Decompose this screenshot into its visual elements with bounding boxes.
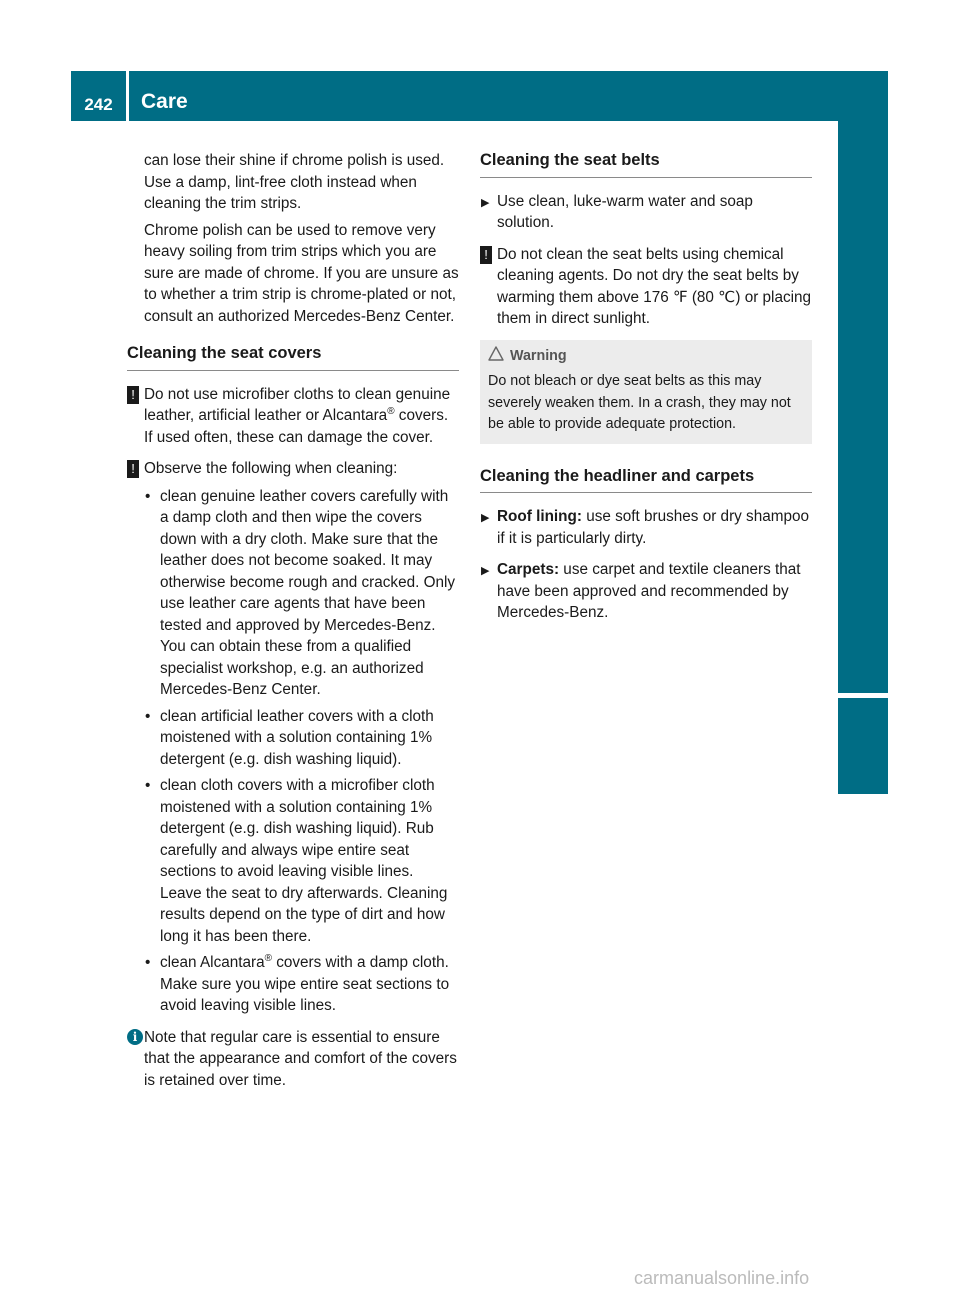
step-arrow-icon: ▶ (481, 196, 490, 209)
side-tab (813, 121, 888, 693)
warning-box (480, 340, 812, 444)
paragraph: Chrome polish can be used to remove very heavy soiling from trim strips which you are sure are made of chrome. If you are unsure as to whether a trim strip is chrome-plated or not, consult an authorized Mercedes-Benz Center. (144, 221, 459, 325)
step-item (480, 506, 812, 549)
bullet-icon: • (145, 777, 151, 794)
notice-text: Observe the following when cleaning: (144, 460, 398, 477)
bullet-icon: • (145, 487, 151, 505)
notice-icon: ! (127, 460, 139, 478)
bullet-icon: • (145, 954, 151, 971)
list-item (127, 952, 459, 1017)
left-column (127, 150, 459, 1101)
notice-text: Do not use microfiber cloths to clean genuine leather, artificial leather or Alcantara (144, 385, 451, 424)
list-item-text: covers with a damp cloth. Make sure you wipe entire seat sections to avoid leaving visible lines. (160, 954, 450, 1014)
paragraph: can lose their shine if chrome polish is used. Use a damp, lint-free cloth instead when cleaning the trim strips. (144, 152, 445, 212)
bullet-icon: • (145, 707, 151, 725)
step-text: use soft brushes or dry shampoo if it is particularly dirty. (497, 508, 809, 547)
step-arrow-icon: ▶ (481, 512, 490, 524)
side-tab-block (838, 698, 888, 794)
section-heading: Cleaning the seat covers (127, 343, 459, 371)
notice-item (127, 384, 459, 449)
page-header (71, 71, 888, 121)
page-number: 242 (84, 95, 113, 114)
step-label: Roof lining: (497, 508, 582, 525)
section-heading: Cleaning the headliner and carpets (480, 466, 812, 494)
warning-triangle-icon (488, 346, 504, 362)
info-icon: i (127, 1029, 143, 1045)
list-item (127, 706, 459, 771)
step-item (480, 191, 812, 234)
registered-mark: ® (264, 952, 272, 964)
list-item (127, 486, 459, 701)
list-item-text: clean artificial leather covers with a cloth moistened with a solution containing 1% detergent (e.g. dish washing liquid). (160, 707, 434, 768)
warning-title-text: Warning (510, 347, 567, 364)
step-item (480, 559, 812, 624)
registered-mark: ® (387, 405, 395, 417)
list-item (127, 775, 459, 947)
info-item (127, 1027, 459, 1092)
notice-item (127, 458, 459, 480)
list-item-text: clean cloth covers with a microfiber cloth moistened with a solution containing 1% detergent (e.g. dish washing liquid). Rub carefully and always wipe entire seat sections to avoid leaving visible lines. Leave the seat to dry afterwards. Cleaning results depend on the type of dirt and how long it has been there. (160, 777, 448, 945)
step-label: Carpets: (497, 561, 560, 578)
list-item-text: clean Alcantara (160, 954, 265, 971)
watermark: carmanualsonline.info (634, 1268, 810, 1288)
side-tab-label: Maintenance and care (813, 381, 836, 601)
warning-text: Do not bleach or dye seat belts as this may severely weaken them. In a crash, they may not be able to provide adequate protection. (488, 373, 791, 432)
notice-text: covers. If used often, these can damage the cover. (144, 407, 449, 446)
right-column (480, 150, 812, 634)
notice-icon: ! (127, 386, 139, 404)
info-text: Note that regular care is essential to ensure that the appearance and comfort of the covers is retained over time. (144, 1028, 457, 1089)
notice-icon: ! (480, 246, 492, 264)
step-text: Use clean, luke-warm water and soap solution. (497, 192, 753, 231)
warning-title (488, 346, 804, 368)
section-heading: Cleaning the seat belts (480, 150, 812, 178)
step-text: use carpet and textile cleaners that have been approved and recommended by Mercedes-Benz. (497, 561, 801, 621)
header-divider (126, 71, 129, 121)
list-item-text: clean genuine leather covers carefully with a damp cloth and then wipe the covers down with a dry cloth. Make sure that the leather does not become soaked. It may otherwise become rough and cracked. Only use leather care agents that have been tested and approved by Mercedes-Benz. You can obtain these from a qualified specialist workshop, e.g. an authorized Mercedes-Benz Center. (160, 487, 456, 698)
page-title: Care (141, 90, 188, 113)
step-arrow-icon: ▶ (481, 565, 490, 577)
notice-item (480, 244, 812, 330)
notice-text: Do not clean the seat belts using chemical cleaning agents. Do not dry the seat belts by warming them above 176 ℉ (80 ℃) or placing them in direct sunlight. (497, 245, 812, 327)
